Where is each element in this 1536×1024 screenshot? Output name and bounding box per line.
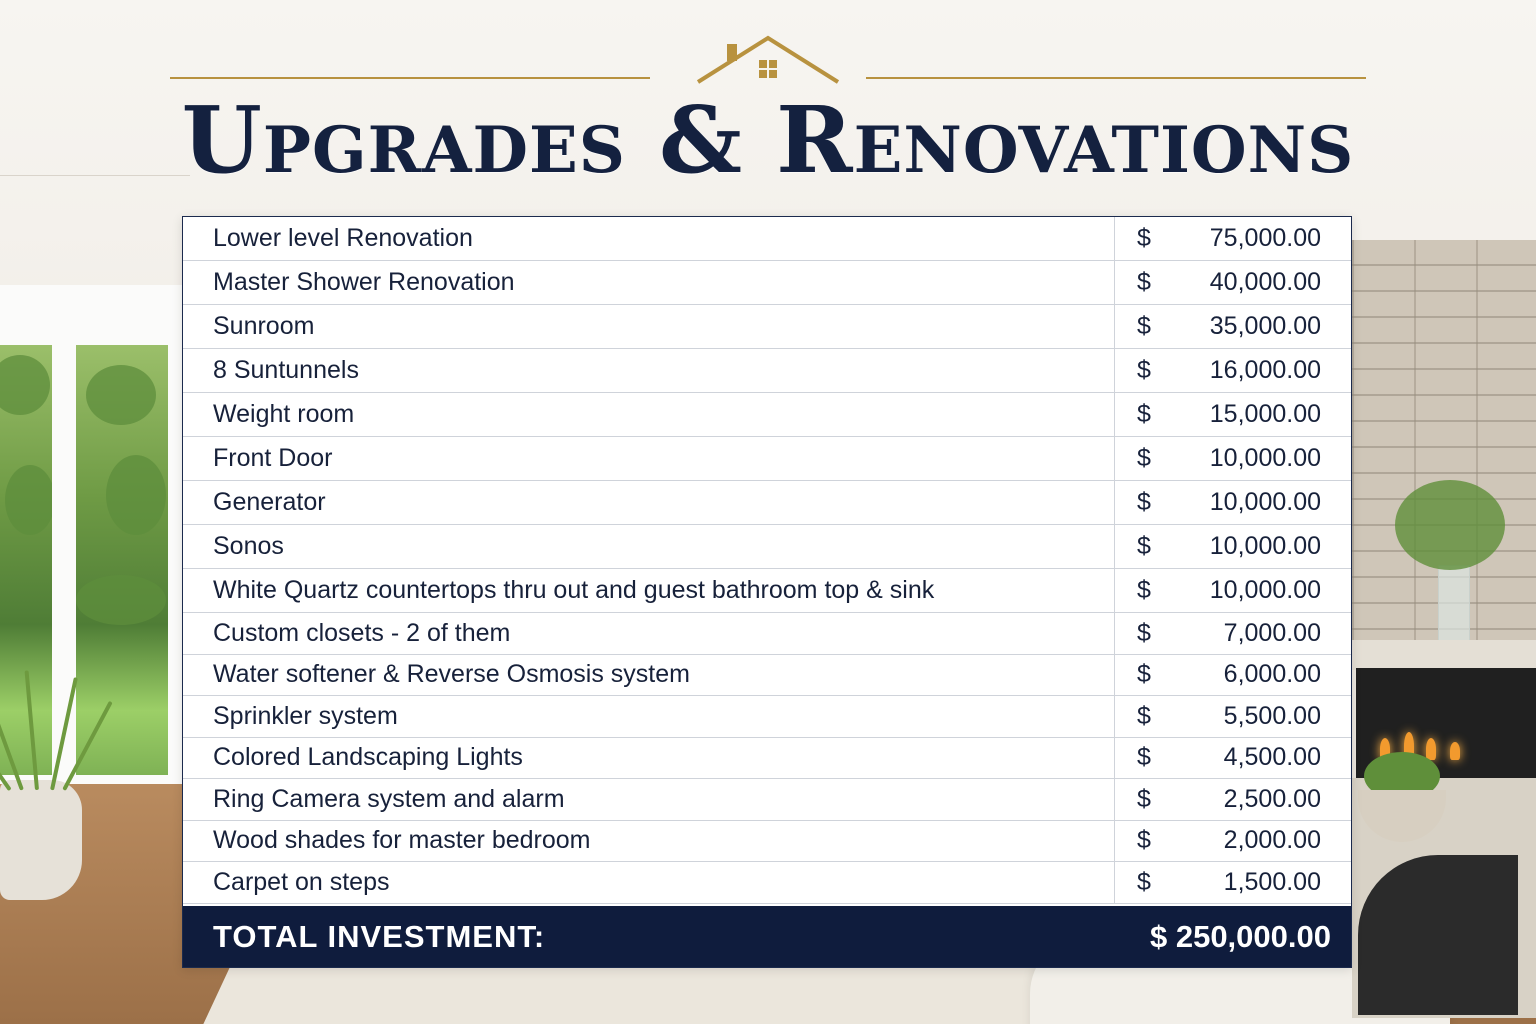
item-label: White Quartz countertops thru out and guest bathroom top & sink <box>183 569 1115 612</box>
table-row <box>183 569 1351 613</box>
item-amount: 75,000.00 <box>1209 224 1321 252</box>
table-row <box>183 305 1351 349</box>
table-row <box>183 655 1351 697</box>
item-label: Sprinkler system <box>183 696 1115 737</box>
currency-symbol: $ <box>1137 618 1151 647</box>
currency-symbol: $ <box>1137 312 1151 340</box>
table-row <box>183 437 1351 481</box>
table-row <box>183 821 1351 863</box>
item-label: Generator <box>183 481 1115 524</box>
header-rule-left <box>170 77 650 79</box>
potted-grass-planter <box>0 780 82 900</box>
item-amount: 2,000.00 <box>1223 826 1321 855</box>
item-amount: 5,500.00 <box>1223 701 1321 730</box>
table-row <box>183 261 1351 305</box>
currency-symbol: $ <box>1137 444 1151 472</box>
table-row <box>183 779 1351 821</box>
item-label: Sonos <box>183 525 1115 568</box>
currency-symbol: $ <box>1137 660 1151 689</box>
item-label: Colored Landscaping Lights <box>183 738 1115 779</box>
currency-symbol: $ <box>1137 826 1151 855</box>
table-row <box>183 349 1351 393</box>
item-amount: 10,000.00 <box>1209 576 1321 604</box>
currency-symbol: $ <box>1137 743 1151 772</box>
item-label: Front Door <box>183 437 1115 480</box>
item-label: Wood shades for master bedroom <box>183 821 1115 862</box>
house-roof-icon <box>695 34 841 86</box>
table-row <box>183 696 1351 738</box>
total-bar <box>183 906 1351 967</box>
table-row <box>183 613 1351 655</box>
currency-symbol: $ <box>1137 224 1151 252</box>
item-label: Carpet on steps <box>183 862 1115 903</box>
table-row <box>183 862 1351 904</box>
cost-rows <box>183 217 1351 904</box>
currency-symbol: $ <box>1137 701 1151 730</box>
page-title: Upgrades & Renovations <box>181 86 1355 194</box>
header-rule-right <box>866 77 1366 79</box>
currency-symbol: $ <box>1137 488 1151 516</box>
fireplace-mantel <box>1352 640 1536 670</box>
item-label: Master Shower Renovation <box>183 261 1115 304</box>
currency-symbol: $ <box>1137 576 1151 604</box>
currency-symbol: $ <box>1137 867 1151 896</box>
item-label: Lower level Renovation <box>183 217 1115 260</box>
table-row <box>183 738 1351 780</box>
item-amount: 2,500.00 <box>1223 784 1321 813</box>
currency-symbol: $ <box>1137 400 1151 428</box>
item-amount: 7,000.00 <box>1223 618 1321 647</box>
item-label: Sunroom <box>183 305 1115 348</box>
currency-symbol: $ <box>1137 268 1151 296</box>
item-amount: 10,000.00 <box>1209 532 1321 560</box>
total-label: TOTAL INVESTMENT: <box>213 918 546 954</box>
glass-vase <box>1438 565 1470 642</box>
item-amount: 6,000.00 <box>1223 660 1321 689</box>
coffee-table <box>1358 855 1518 1015</box>
table-row <box>183 481 1351 525</box>
table-row <box>183 217 1351 261</box>
total-value: $ 250,000.00 <box>1149 918 1331 954</box>
vase-plant <box>1395 480 1505 570</box>
item-amount: 4,500.00 <box>1223 743 1321 772</box>
item-label: Weight room <box>183 393 1115 436</box>
renovation-cost-table <box>182 216 1352 968</box>
currency-symbol: $ <box>1137 784 1151 813</box>
item-label: Custom closets - 2 of them <box>183 613 1115 654</box>
item-label: 8 Suntunnels <box>183 349 1115 392</box>
currency-symbol: $ <box>1137 356 1151 384</box>
item-amount: 15,000.00 <box>1209 400 1321 428</box>
item-label: Water softener & Reverse Osmosis system <box>183 655 1115 696</box>
item-amount: 16,000.00 <box>1209 356 1321 384</box>
window-pane-right <box>76 345 168 775</box>
table-row <box>183 393 1351 437</box>
item-label: Ring Camera system and alarm <box>183 779 1115 820</box>
currency-symbol: $ <box>1137 532 1151 560</box>
window-pane-left <box>0 345 52 775</box>
item-amount: 1,500.00 <box>1223 867 1321 896</box>
item-amount: 10,000.00 <box>1209 444 1321 472</box>
table-row <box>183 525 1351 569</box>
item-amount: 40,000.00 <box>1209 268 1321 296</box>
item-amount: 10,000.00 <box>1209 488 1321 516</box>
item-amount: 35,000.00 <box>1209 312 1321 340</box>
